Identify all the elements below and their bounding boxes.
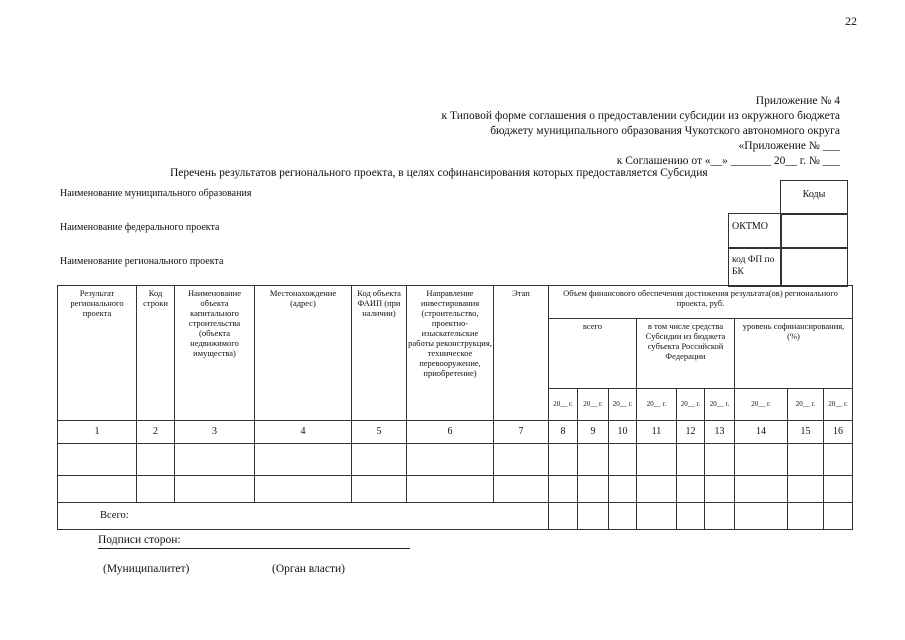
annex-line-3: бюджету муниципального образования Чукотского автономного округа (490, 125, 840, 137)
year-header: 20__ г. (705, 389, 735, 421)
annex-header (442, 94, 840, 169)
municipality-label: Наименование муниципального образования (60, 188, 252, 199)
table-row (58, 444, 853, 476)
table-cell[interactable] (824, 476, 853, 503)
table-cell[interactable] (549, 444, 578, 476)
table-cell[interactable] (735, 476, 788, 503)
column-numbers-row (58, 421, 853, 444)
col-header-funding: Объем финансового обеспечения достижения результата(ов) регионального проекта, руб. (549, 286, 853, 319)
table-cell[interactable] (637, 444, 677, 476)
col-header-incl-subsidy: в том числе средства Субсидии из бюджета субъекта Российской Федерации (637, 319, 735, 389)
annex-line-2: к Типовой форме соглашения о предоставлении субсидии из окружного бюджета (441, 110, 840, 122)
codes-label: Коды (802, 189, 826, 200)
table-cell[interactable] (352, 444, 407, 476)
column-number: 13 (705, 421, 735, 444)
table-row (58, 476, 853, 503)
municipality-signature-label: (Муниципалитет) (103, 563, 190, 575)
col-header-stage: Этап (494, 286, 549, 421)
column-number: 3 (175, 421, 255, 444)
table-cell[interactable] (705, 444, 735, 476)
authority-signature-label: (Орган власти) (272, 563, 345, 575)
col-header-object-name: Наименование объекта капитального строительства (объекта недвижимого имущества) (175, 286, 255, 421)
table-cell[interactable] (637, 503, 677, 530)
table-cell[interactable] (788, 444, 824, 476)
table-cell[interactable] (637, 476, 677, 503)
table-cell[interactable] (175, 444, 255, 476)
list-title: Перечень результатов регионального проекта, в целях софинансирования которых предоставляется Субсидия (170, 167, 708, 179)
signatures-title: Подписи сторон: (98, 534, 181, 546)
annex-line-5: к Соглашению от «__» _______ 20__ г. № ___ (616, 155, 840, 167)
column-number: 5 (352, 421, 407, 444)
col-header-location: Местонахождение (адрес) (255, 286, 352, 421)
annex-line-4: «Приложение № ___ (738, 140, 840, 152)
total-row-label: Всего: (58, 503, 549, 530)
total-row (58, 503, 853, 530)
column-number: 14 (735, 421, 788, 444)
table-cell[interactable] (609, 476, 637, 503)
table-cell[interactable] (255, 476, 352, 503)
table-cell[interactable] (58, 444, 137, 476)
col-header-total: всего (549, 319, 637, 389)
table-cell[interactable] (175, 476, 255, 503)
column-number: 9 (578, 421, 609, 444)
table-cell[interactable] (578, 503, 609, 530)
col-header-faip-code: Код объекта ФАИП (при наличии) (352, 286, 407, 421)
signature-line[interactable] (98, 548, 410, 549)
federal-project-label: Наименование федерального проекта (60, 222, 220, 233)
column-number: 4 (255, 421, 352, 444)
col-header-cofinancing: уровень софинансирования, (%) (735, 319, 853, 389)
table-cell[interactable] (578, 476, 609, 503)
table-cell[interactable] (609, 503, 637, 530)
year-header: 20__ г. (549, 389, 578, 421)
table-cell[interactable] (735, 444, 788, 476)
table-cell[interactable] (549, 476, 578, 503)
table-cell[interactable] (578, 444, 609, 476)
column-number: 2 (137, 421, 175, 444)
fp-code-value-cell[interactable] (780, 247, 848, 287)
table-cell[interactable] (609, 444, 637, 476)
table-cell[interactable] (788, 476, 824, 503)
year-header: 20__ г. (578, 389, 609, 421)
col-header-row-code: Код строки (137, 286, 175, 421)
table-cell[interactable] (494, 476, 549, 503)
year-header: 20__ г. (788, 389, 824, 421)
table-cell[interactable] (824, 503, 853, 530)
column-number: 15 (788, 421, 824, 444)
annex-line-1: Приложение № 4 (755, 95, 840, 107)
column-number: 16 (824, 421, 853, 444)
table-cell[interactable] (705, 476, 735, 503)
table-cell[interactable] (494, 444, 549, 476)
year-header: 20__ г. (677, 389, 705, 421)
table-cell[interactable] (255, 444, 352, 476)
page-number: 22 (845, 14, 857, 28)
table-cell[interactable] (788, 503, 824, 530)
column-number: 8 (549, 421, 578, 444)
table-cell[interactable] (677, 476, 705, 503)
table-cell[interactable] (58, 476, 137, 503)
column-number: 11 (637, 421, 677, 444)
column-number: 12 (677, 421, 705, 444)
results-table (57, 285, 853, 530)
fp-code-label: код ФП по БК (732, 255, 775, 277)
col-header-result: Результат регионального проекта (58, 286, 137, 421)
oktmo-label: ОКТМО (732, 221, 768, 232)
table-cell[interactable] (352, 476, 407, 503)
column-number: 6 (407, 421, 494, 444)
year-header: 20__ г. (637, 389, 677, 421)
table-cell[interactable] (137, 444, 175, 476)
col-header-investment-direction: Направление инвестирования (строительство, проектно-изыскательские работы реконструкция, техническое перевооружение, приобретение) (407, 286, 494, 421)
table-cell[interactable] (705, 503, 735, 530)
year-header: 20__ г. (609, 389, 637, 421)
codes-header-cell (780, 180, 848, 215)
column-number: 7 (494, 421, 549, 444)
table-cell[interactable] (137, 476, 175, 503)
column-number: 1 (58, 421, 137, 444)
table-cell[interactable] (549, 503, 578, 530)
oktmo-value-cell[interactable] (780, 213, 848, 249)
oktmo-label-cell (728, 213, 782, 249)
table-cell[interactable] (824, 444, 853, 476)
column-number: 10 (609, 421, 637, 444)
fp-code-label-cell (728, 247, 782, 287)
regional-project-label: Наименование регионального проекта (60, 256, 224, 267)
table-cell[interactable] (677, 503, 705, 530)
year-header: 20__ г. (735, 389, 788, 421)
table-cell[interactable] (677, 444, 705, 476)
table-cell[interactable] (735, 503, 788, 530)
table-cell[interactable] (407, 444, 494, 476)
year-header: 20__ г. (824, 389, 853, 421)
table-cell[interactable] (407, 476, 494, 503)
